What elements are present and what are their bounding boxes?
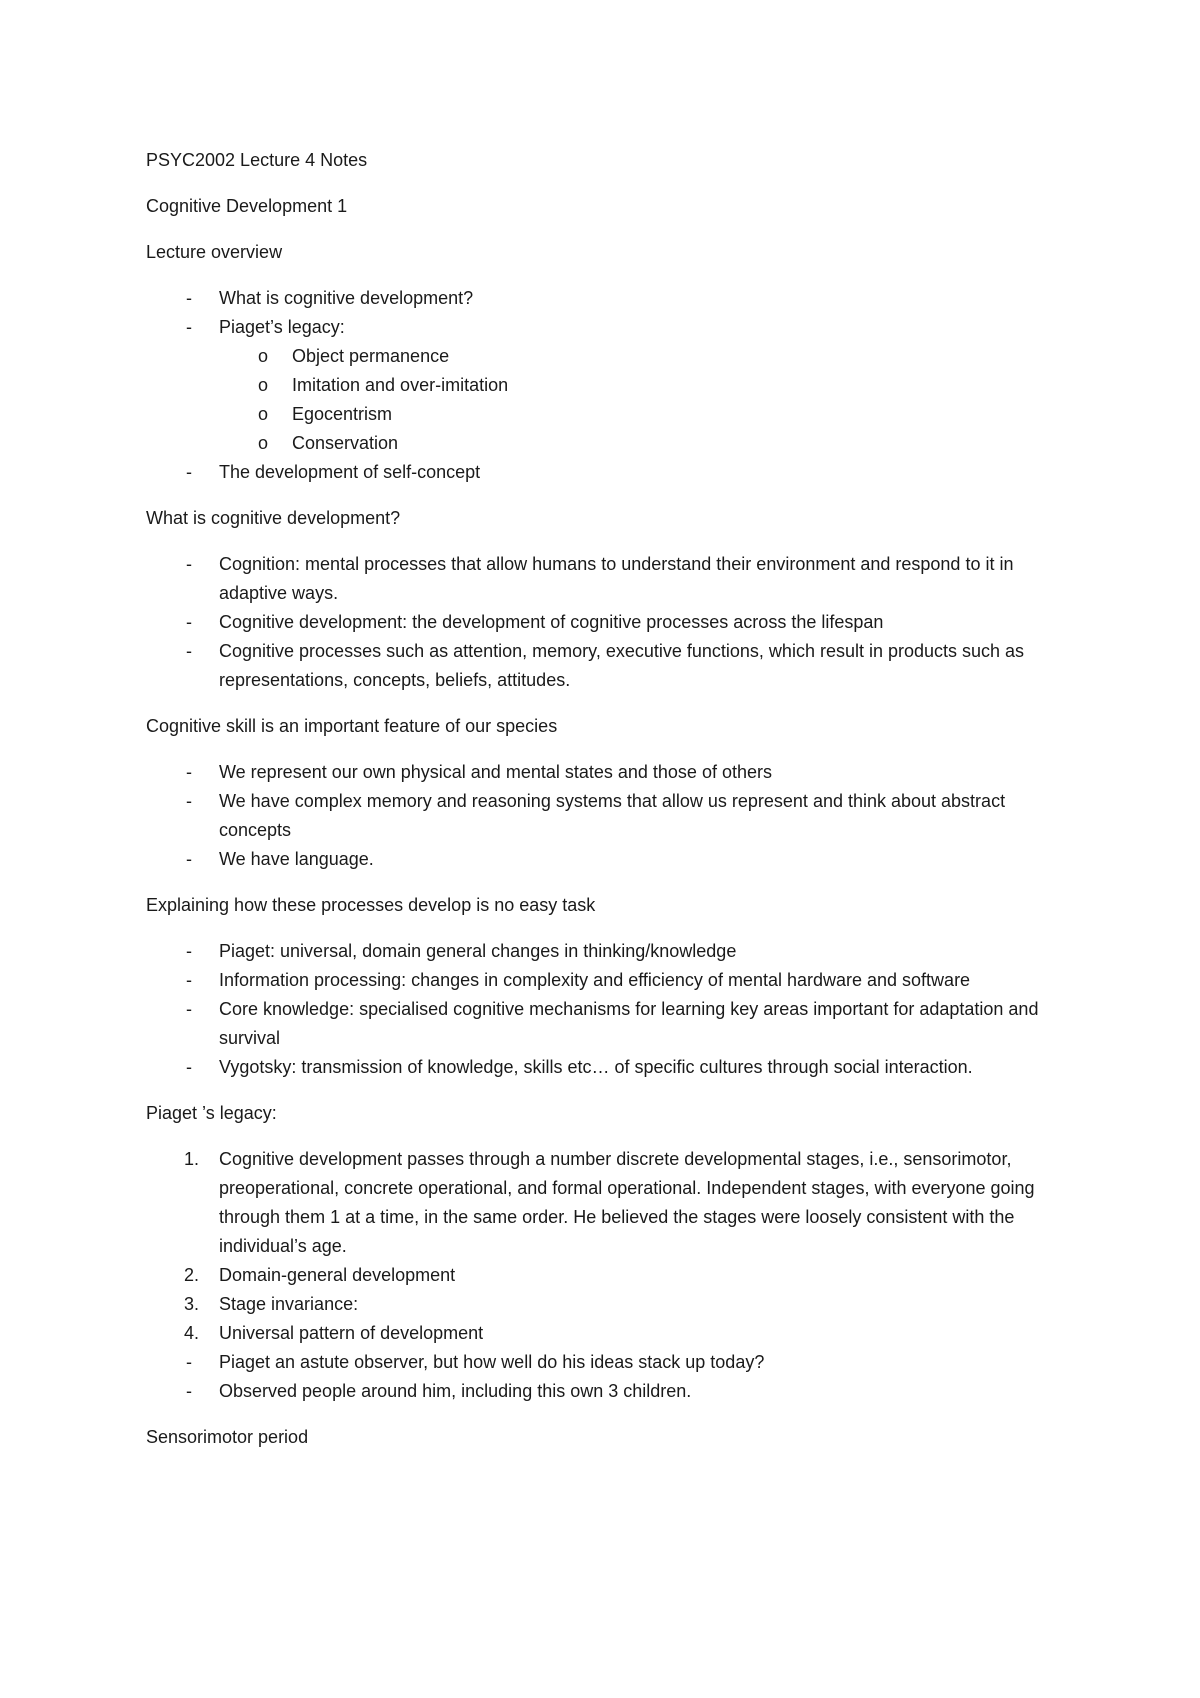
list-item-text: The development of self-concept [219, 462, 481, 482]
number-marker: 3. [184, 1294, 200, 1314]
list-item-text: Piaget: universal, domain general changes in thinking/knowledge [219, 941, 737, 961]
list-item-text: Observed people around him, including this own 3 children. [219, 1381, 692, 1401]
list-item-text: What is cognitive development? [219, 288, 474, 308]
list-item [146, 995, 1066, 1053]
list-item-text: We have complex memory and reasoning systems that allow us represent and think about abstract concepts [219, 791, 1006, 840]
dash-marker: - [186, 1352, 192, 1372]
numbered-item [146, 1290, 1066, 1319]
section-heading-explaining: Explaining how these processes develop is no easy task [146, 895, 596, 915]
sublist-item-text: Object permanence [292, 346, 450, 366]
section-heading-cognitive-skill: Cognitive skill is an important feature of our species [146, 716, 558, 736]
list-item-text: Vygotsky: transmission of knowledge, skills etc… of specific cultures through social interaction. [219, 1057, 973, 1077]
list-item-text: Piaget an astute observer, but how well do his ideas stack up today? [219, 1352, 765, 1372]
numbered-item [146, 1261, 1066, 1290]
list-item-text: Cognition: mental processes that allow humans to understand their environment and respond to it in adaptive ways. [219, 554, 1014, 603]
circle-bullet: o [258, 404, 269, 424]
list-item [146, 758, 1066, 787]
what-is-list [146, 550, 1066, 695]
dash-marker: - [186, 762, 192, 782]
sublist-item [146, 429, 1066, 458]
list-item [146, 966, 1066, 995]
list-item [146, 1377, 1066, 1406]
list-item [146, 845, 1066, 874]
sublist-item-text: Conservation [292, 433, 399, 453]
list-item [146, 608, 1066, 637]
number-marker: 4. [184, 1323, 200, 1343]
sublist-item-text: Imitation and over-imitation [292, 375, 509, 395]
section-heading-piaget-legacy: Piaget ’s legacy: [146, 1103, 277, 1123]
list-item [146, 1348, 1066, 1377]
dash-marker: - [186, 1057, 192, 1077]
numbered-item [146, 1145, 1066, 1261]
list-item [146, 937, 1066, 966]
list-item-text: Cognitive processes such as attention, memory, executive functions, which result in products such as representations, concepts, beliefs, attitudes. [219, 641, 1025, 690]
overview-list [146, 284, 1066, 487]
number-marker: 1. [184, 1149, 200, 1169]
dash-marker: - [186, 1381, 192, 1401]
list-item [146, 284, 1066, 313]
document-title: PSYC2002 Lecture 4 Notes [146, 150, 368, 170]
list-item [146, 787, 1066, 845]
dash-marker: - [186, 288, 192, 308]
numbered-item-text: Stage invariance: [219, 1294, 359, 1314]
section-heading-what-is: What is cognitive development? [146, 508, 401, 528]
piaget-legacy-list [146, 1145, 1066, 1348]
list-item-text: We have language. [219, 849, 374, 869]
dash-marker: - [186, 970, 192, 990]
numbered-item-text: Domain-general development [219, 1265, 456, 1285]
list-item [146, 550, 1066, 608]
numbered-item-text: Cognitive development passes through a number discrete developmental stages, i.e., sensorimotor, preoperational, concrete operational, and formal operational. Independent stages, with everyone going through them 1 at a time, in the same order. He believed the stages were loosely consistent with the individual’s age. [219, 1149, 1035, 1256]
sublist-item [146, 342, 1066, 371]
sublist-item [146, 400, 1066, 429]
piaget-legacy-notes [146, 1348, 1066, 1406]
sublist-item-text: Egocentrism [292, 404, 393, 424]
list-item-text: Core knowledge: specialised cognitive mechanisms for learning key areas important for adaptation and survival [219, 999, 1039, 1048]
circle-bullet: o [258, 375, 269, 395]
dash-marker: - [186, 791, 192, 811]
list-item [146, 637, 1066, 695]
list-item-text: Cognitive development: the development of cognitive processes across the lifespan [219, 612, 884, 632]
dash-marker: - [186, 612, 192, 632]
explaining-list [146, 937, 1066, 1082]
list-item-text: Information processing: changes in complexity and efficiency of mental hardware and software [219, 970, 971, 990]
numbered-item [146, 1319, 1066, 1348]
list-item-text: We represent our own physical and mental states and those of others [219, 762, 772, 782]
dash-marker: - [186, 462, 192, 482]
list-item [146, 313, 1066, 458]
dash-marker: - [186, 317, 192, 337]
dash-marker: - [186, 849, 192, 869]
circle-bullet: o [258, 346, 269, 366]
section-heading-sensorimotor: Sensorimotor period [146, 1427, 309, 1447]
cognitive-skill-list [146, 758, 1066, 874]
circle-bullet: o [258, 433, 269, 453]
document-body [146, 146, 1066, 1469]
document-subtitle: Cognitive Development 1 [146, 196, 348, 216]
list-item [146, 1053, 1066, 1082]
sublist-item [146, 371, 1066, 400]
overview-sublist [219, 342, 1066, 458]
dash-marker: - [186, 999, 192, 1019]
dash-marker: - [186, 941, 192, 961]
numbered-item-text: Universal pattern of development [219, 1323, 484, 1343]
list-item-text: Piaget’s legacy: [219, 317, 345, 337]
dash-marker: - [186, 641, 192, 661]
section-heading-overview: Lecture overview [146, 242, 283, 262]
dash-marker: - [186, 554, 192, 574]
number-marker: 2. [184, 1265, 200, 1285]
list-item [146, 458, 1066, 487]
